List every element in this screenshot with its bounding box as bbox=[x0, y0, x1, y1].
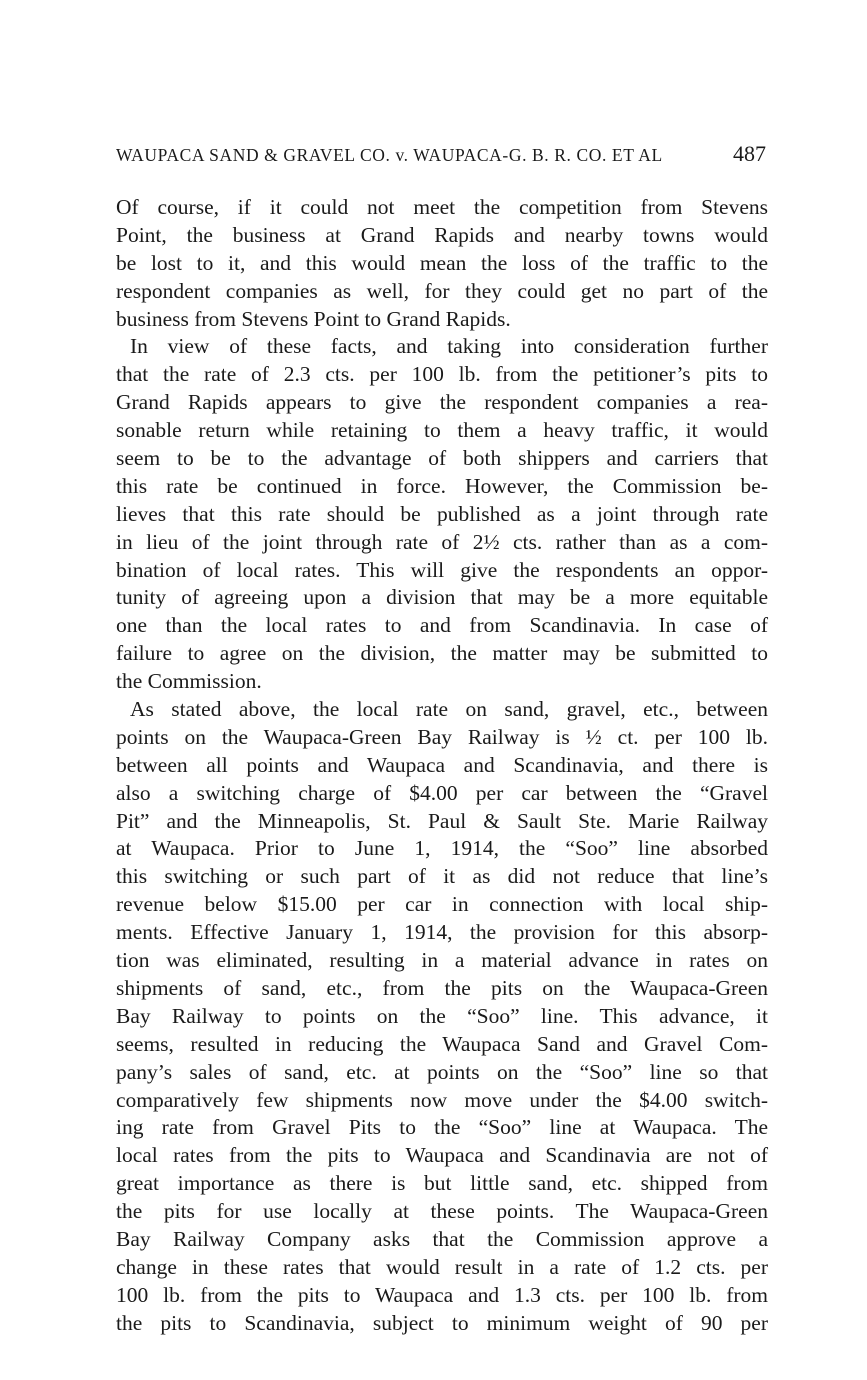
text-line: tion was eliminated, resulting in a material advance in rates on bbox=[116, 948, 768, 973]
text-line: at Waupaca. Prior to June 1, 1914, the “Soo” line absorbed bbox=[116, 836, 768, 861]
text-line: Of course, if it could not meet the competition from Stevens bbox=[116, 195, 768, 219]
running-head-title: WAUPACA SAND & GRAVEL CO. v. WAUPACA-G. B. R. CO. ET AL bbox=[116, 145, 663, 165]
text-line: local rates from the pits to Waupaca and Scandinavia are not of bbox=[116, 1143, 768, 1168]
text-line: also a switching charge of $4.00 per car between the “Gravel bbox=[116, 780, 768, 805]
text-line: 100 lb. from the pits to Waupaca and 1.3 cts. per 100 lb. from bbox=[116, 1282, 768, 1307]
text-line: this switching or such part of it as did not reduce that line’s bbox=[116, 864, 768, 889]
text-line: the pits for use locally at these points. The Waupaca-Green bbox=[116, 1199, 768, 1224]
text-line: Bay Railway to points on the “Soo” line. This advance, it bbox=[116, 1003, 768, 1028]
text-line: Pit” and the Minneapolis, St. Paul & Sault Ste. Marie Railway bbox=[116, 808, 768, 833]
text-line: this rate be continued in force. However, the Commission be- bbox=[116, 473, 768, 498]
page-body bbox=[116, 194, 768, 1338]
text-line: Grand Rapids appears to give the respondent companies a rea- bbox=[116, 390, 768, 415]
page-number: 487 bbox=[733, 141, 766, 166]
paragraph-2 bbox=[116, 333, 768, 696]
paragraph-1 bbox=[116, 194, 768, 333]
text-line: ments. Effective January 1, 1914, the provision for this absorp- bbox=[116, 920, 768, 945]
text-line: Point, the business at Grand Rapids and nearby towns would bbox=[116, 222, 768, 247]
text-line: between all points and Waupaca and Scandinavia, and there is bbox=[116, 752, 768, 777]
text-line: revenue below $15.00 per car in connection with local ship- bbox=[116, 892, 768, 917]
text-line: the pits to Scandinavia, subject to minimum weight of 90 per bbox=[116, 1310, 768, 1335]
text-line: be lost to it, and this would mean the loss of the traffic to the bbox=[116, 250, 768, 275]
text-line: failure to agree on the division, the matter may be submitted to bbox=[116, 641, 768, 666]
running-header bbox=[116, 143, 768, 171]
text-line: bination of local rates. This will give the respondents an oppor- bbox=[116, 557, 768, 582]
text-line: sonable return while retaining to them a heavy traffic, it would bbox=[116, 418, 768, 443]
text-line: business from Stevens Point to Grand Rapids. bbox=[116, 306, 511, 331]
text-line: one than the local rates to and from Scandinavia. In case of bbox=[116, 613, 768, 638]
text-line: points on the Waupaca-Green Bay Railway is ½ ct. per 100 lb. bbox=[116, 724, 768, 749]
text-line: In view of these facts, and taking into consideration further bbox=[130, 334, 768, 359]
text-line: ing rate from Gravel Pits to the “Soo” line at Waupaca. The bbox=[116, 1115, 768, 1140]
text-line: change in these rates that would result in a rate of 1.2 cts. per bbox=[116, 1254, 768, 1279]
text-line: tunity of agreeing upon a division that may be a more equitable bbox=[116, 585, 768, 610]
text-line: in lieu of the joint through rate of 2½ cts. rather than as a com- bbox=[116, 529, 768, 554]
text-line: comparatively few shipments now move under the $4.00 switch- bbox=[116, 1087, 768, 1112]
text-line: great importance as there is but little sand, etc. shipped from bbox=[116, 1171, 768, 1196]
text-line: the Commission. bbox=[116, 669, 262, 694]
paragraph-3 bbox=[116, 696, 768, 1337]
text-line: pany’s sales of sand, etc. at points on the “Soo” line so that bbox=[116, 1059, 768, 1084]
text-line: seem to be to the advantage of both shippers and carriers that bbox=[116, 446, 768, 471]
text-line: lieves that this rate should be published as a joint through rate bbox=[116, 501, 768, 526]
text-line: seems, resulted in reducing the Waupaca Sand and Gravel Com- bbox=[116, 1031, 768, 1056]
text-line: that the rate of 2.3 cts. per 100 lb. from the petitioner’s pits to bbox=[116, 362, 768, 387]
text-line: respondent companies as well, for they could get no part of the bbox=[116, 278, 768, 303]
text-line: Bay Railway Company asks that the Commission approve a bbox=[116, 1226, 768, 1251]
text-line: shipments of sand, etc., from the pits on the Waupaca-Green bbox=[116, 975, 768, 1000]
text-line: As stated above, the local rate on sand, gravel, etc., between bbox=[130, 697, 768, 722]
